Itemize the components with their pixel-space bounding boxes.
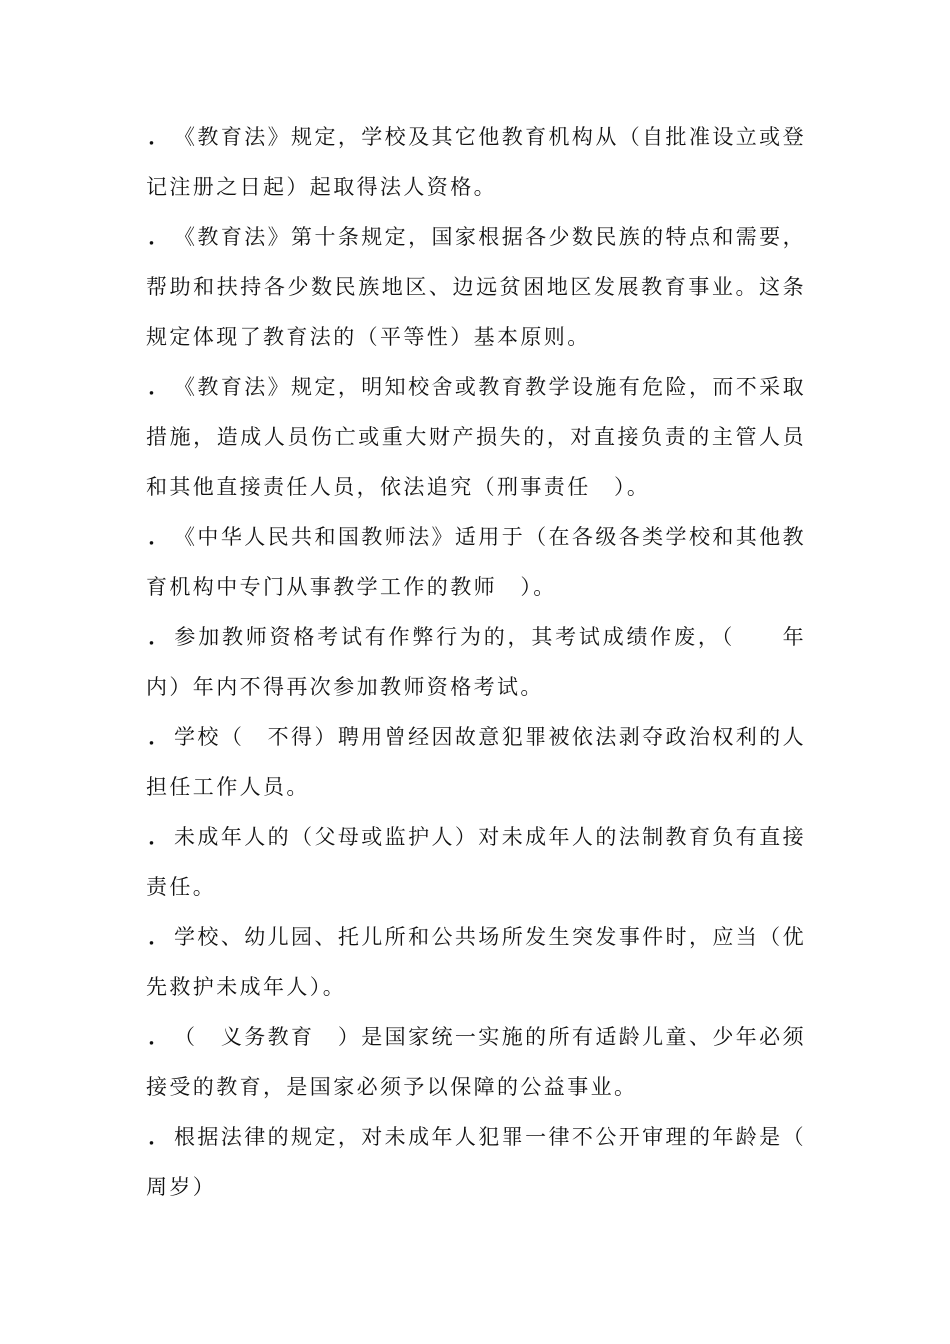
list-item: [146, 512, 806, 612]
question-list: [146, 112, 877, 1212]
item-text: 《中华人民共和国教师法》适用于（在各级各类学校和其他教育机构中专门从事教学工作的教师 ）。: [146, 525, 806, 599]
item-marker: ．: [148, 374, 172, 399]
list-item: [146, 212, 806, 362]
list-item: [146, 712, 806, 812]
item-text: 未成年人的（父母或监护人）对未成年人的法制教育负有直接责任。: [146, 825, 806, 899]
item-marker: ．: [148, 824, 172, 849]
item-marker: ．: [148, 524, 172, 549]
item-marker: ．: [148, 724, 172, 749]
item-marker: ．: [148, 624, 172, 649]
item-text: 参加教师资格考试有作弊行为的，其考试成绩作废，（ 年内）年内不得再次参加教师资格考试。: [146, 625, 806, 699]
item-text: （ 义务教育 ）是国家统一实施的所有适龄儿童、少年必须接受的教育，是国家必须予以保障的公益事业。: [146, 1025, 806, 1099]
list-item: [146, 362, 806, 512]
item-text: 《教育法》规定，明知校舍或教育教学设施有危险，而不采取措施，造成人员伤亡或重大财产损失的，对直接负责的主管人员和其他直接责任人员，依法追究（刑事责任 ）。: [146, 375, 806, 499]
item-text: 《教育法》规定，学校及其它他教育机构从（自批准设立或登记注册之日起）起取得法人资格。: [146, 125, 806, 199]
item-text: 学校、幼儿园、托儿所和公共场所发生突发事件时，应当（优先救护未成年人）。: [146, 925, 806, 999]
list-item: [146, 1012, 806, 1112]
item-marker: ．: [148, 224, 172, 249]
item-marker: ．: [148, 1124, 172, 1149]
item-marker: ．: [148, 924, 172, 949]
list-item: [146, 912, 806, 1012]
item-text: 根据法律的规定，对未成年人犯罪一律不公开审理的年龄是（ 周岁）: [146, 1125, 877, 1199]
list-item: [146, 112, 806, 212]
list-item: [146, 612, 806, 712]
item-marker: ．: [148, 1024, 172, 1049]
item-marker: ．: [148, 124, 172, 149]
list-item: [146, 812, 806, 912]
item-text: 学校（ 不得）聘用曾经因故意犯罪被依法剥夺政治权利的人担任工作人员。: [146, 725, 806, 799]
list-item: [146, 1112, 877, 1212]
item-text: 《教育法》第十条规定，国家根据各少数民族的特点和需要，帮助和扶持各少数民族地区、边远贫困地区发展教育事业。这条规定体现了教育法的（平等性）基本原则。: [146, 225, 806, 349]
